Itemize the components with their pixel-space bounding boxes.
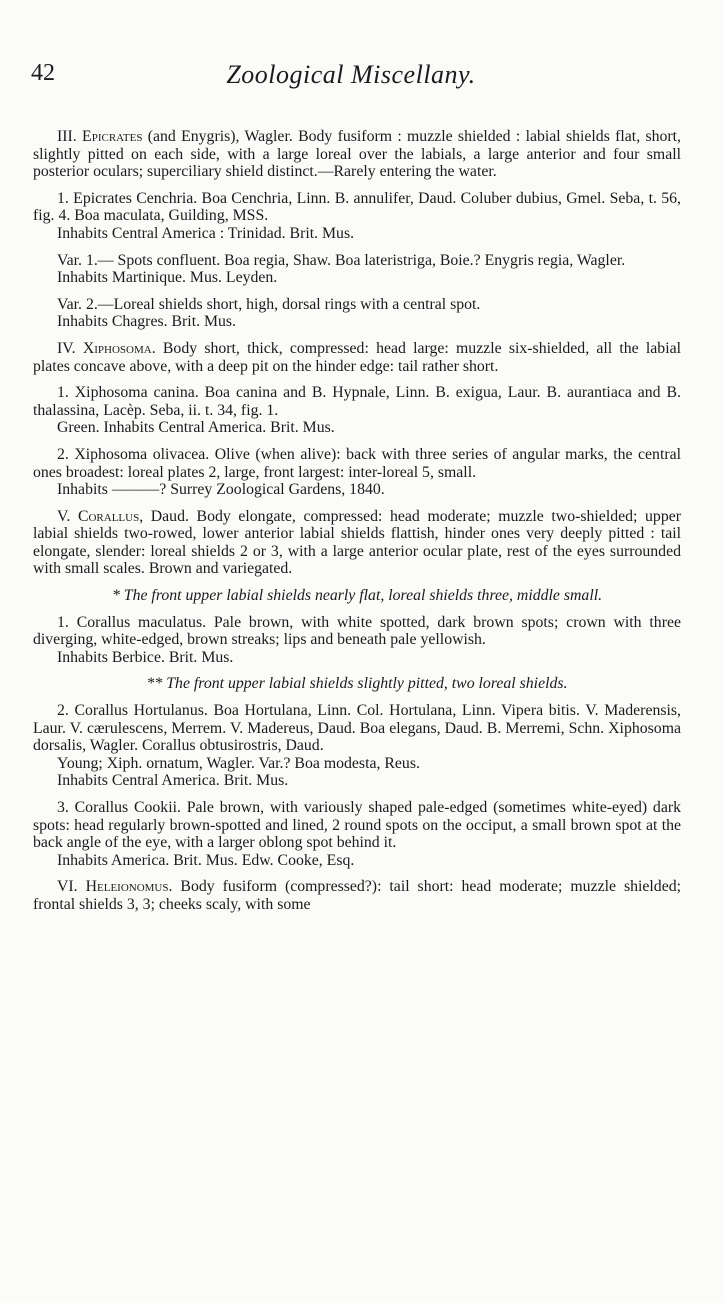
- genus-description: . Body fusiform (compressed?): tail short: head moderate; muzzle shielded; frontal shields 3, 3; cheeks scaly, with some: [33, 878, 681, 913]
- genus-heleionomus: [33, 878, 681, 913]
- genus-description: , Daud. Body elongate, compressed: head moderate; muzzle two-shielded; upper labial shields two-rowed, lower anterior labial shields flattish, hinder ones very deeply pitted : tail elongate, slender: loreal shields 2 or 3, with a large anterior ocular plate, rest of the eyes surrounded with small scales. Brown and variegated.: [33, 507, 681, 578]
- section-divider: ** The front upper labial shields slightly pitted, two loreal shields.: [146, 675, 568, 693]
- variety-entry: [33, 252, 681, 287]
- genus-name: Xiphosoma: [82, 339, 152, 357]
- genus-numeral: III.: [57, 128, 77, 145]
- species-text: 3. Corallus Cookii. Pale brown, with variously shaped pale-edged (sometimes white-eyed) dark spots: head regularly brown-spotted and lined, 2 round spots on the occiput, a small brown spot at the back angle of the eye, with a larger oblong spot behind it.: [33, 799, 681, 852]
- species-entry: [33, 702, 681, 790]
- genus-description: . Body short, thick, compressed: head large: muzzle six-shielded, all the labial plates concave above, with a deep pit on the hinder edge: tail rather short.: [33, 339, 681, 375]
- genus-numeral: IV.: [57, 339, 76, 357]
- page-number: 42: [31, 60, 55, 86]
- genus-name: Epicrates: [82, 128, 143, 145]
- species-entry: [33, 190, 681, 243]
- habitat-line: Inhabits Central America. Brit. Mus.: [57, 772, 289, 790]
- running-title: Zoological Miscellany.: [226, 60, 476, 89]
- habitat-line: Inhabits Central America : Trinidad. Brit. Mus.: [57, 224, 355, 242]
- habitat-line: Inhabits America. Brit. Mus. Edw. Cooke, Esq.: [57, 851, 355, 869]
- young-line: Young; Xiph. ornatum, Wagler. Var.? Boa modesta, Reus.: [57, 754, 420, 772]
- genus-description: (and Enygris), Wagler. Body fusiform : muzzle shielded : labial shields flat, short, slightly pitted on each side, with a large loreal over the labials, a large anterior and four small posterior oculars; superciliary shield distinct.—Rarely entering the water.: [33, 128, 681, 181]
- species-text: 1. Xiphosoma canina. Boa canina and B. Hypnale, Linn. B. exigua, Laur. B. aurantiaca and B. thalassina, Lacèp. Seba, ii. t. 34, fig. 1.: [33, 384, 681, 419]
- species-text: 2. Corallus Hortulanus. Boa Hortulana, Linn. Col. Hortulana, Linn. Vipera bitis. V. Maderensis, Laur. V. cærulescens, Merrem. V. Madereus, Daud. Boa elegans, Daud. B. Merremi, Schn. Xiphosoma dorsalis, Wagler. Corallus obtusirostris, Daud.: [33, 702, 681, 755]
- body-text: [33, 128, 681, 923]
- habitat-line: Inhabits ———? Surrey Zoological Gardens, 1840.: [57, 481, 385, 499]
- habitat-line: Inhabits Chagres. Brit. Mus.: [57, 313, 237, 331]
- habitat-line: Inhabits Berbice. Brit. Mus.: [57, 648, 234, 666]
- genus-numeral: V.: [57, 507, 71, 525]
- genus-epicrates: [33, 128, 681, 181]
- variety-entry: [33, 296, 681, 331]
- genus-name: Heleionomus: [85, 878, 169, 896]
- page-header: [31, 60, 671, 94]
- variety-text: Var. 1.— Spots confluent. Boa regia, Shaw. Boa lateristriga, Boie.? Enygris regia, Wagler.: [57, 251, 626, 269]
- section-divider: * The front upper labial shields nearly flat, loreal shields three, middle small.: [111, 587, 603, 605]
- habitat-line: Inhabits Martinique. Mus. Leyden.: [57, 269, 278, 287]
- genus-name: Corallus: [77, 507, 140, 525]
- species-entry: [33, 384, 681, 437]
- genus-corallus: [33, 508, 681, 578]
- species-text: 2. Xiphosoma olivacea. Olive (when alive): back with three series of angular marks, the central ones broadest: loreal plates 2, large, front largest: inter-loreal 5, small.: [33, 445, 681, 481]
- species-entry: [33, 446, 681, 499]
- variety-text: Var. 2.—Loreal shields short, high, dorsal rings with a central spot.: [57, 295, 481, 313]
- genus-numeral: VI.: [57, 878, 78, 896]
- species-entry: [33, 799, 681, 869]
- habitat-line: Green. Inhabits Central America. Brit. Mus.: [57, 419, 335, 437]
- species-text: 1. Epicrates Cenchria. Boa Cenchria, Linn. B. annulifer, Daud. Coluber dubius, Gmel. Seba, t. 56, fig. 4. Boa maculata, Guilding, MSS.: [33, 189, 681, 225]
- species-text: 1. Corallus maculatus. Pale brown, with white spotted, dark brown spots; crown with three diverging, white-edged, brown streaks; lips and beneath pale yellowish.: [33, 613, 681, 649]
- species-entry: [33, 614, 681, 667]
- genus-xiphosoma: [33, 340, 681, 375]
